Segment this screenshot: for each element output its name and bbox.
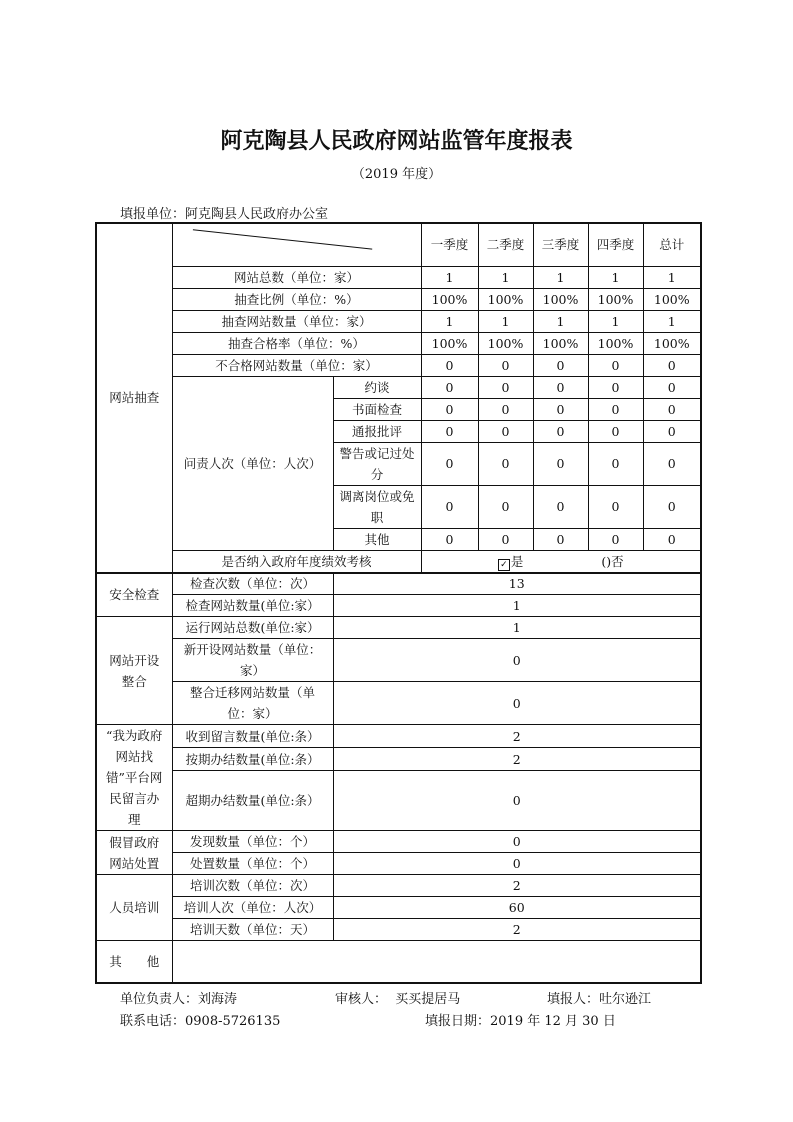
- checkbox-checked-icon[interactable]: ✓: [498, 559, 510, 571]
- table-row: [96, 771, 701, 831]
- cell-value: 1: [421, 310, 478, 332]
- cell-value: 0: [588, 528, 643, 550]
- cell-value: 0: [643, 398, 701, 420]
- row-label: 整合迁移网站数量（单位：家）: [172, 682, 333, 725]
- report-title: 阿克陶县人民政府网站监管年度报表: [220, 128, 573, 154]
- section-other: 其 他: [96, 941, 172, 983]
- row-label: 其他: [333, 528, 421, 550]
- row-label: 培训人次（单位：人次）: [172, 897, 333, 919]
- table-row: [96, 831, 701, 853]
- cell-value: 0: [421, 420, 478, 442]
- cell-value: 1: [333, 617, 701, 639]
- cell-value: 0: [533, 376, 588, 398]
- cell-value: 0: [533, 528, 588, 550]
- cell-value: 1: [533, 310, 588, 332]
- cell-value: 1: [533, 266, 588, 288]
- other-value: [172, 941, 701, 983]
- report-table: [95, 222, 702, 574]
- report-year: （2019 年度）: [351, 167, 442, 182]
- cell-value: 0: [478, 376, 533, 398]
- row-label: 运行网站总数(单位:家）: [172, 617, 333, 639]
- row-label: 发现数量（单位：个）: [172, 831, 333, 853]
- cell-value: 0: [588, 442, 643, 485]
- row-label: 调离岗位或免职: [333, 485, 421, 528]
- cell-value: 2: [333, 748, 701, 771]
- cell-value: 0: [643, 442, 701, 485]
- cell-value: 0: [333, 831, 701, 853]
- section-site-setup: 网站开设整合: [96, 617, 172, 725]
- cell-value: 0: [333, 771, 701, 831]
- yes-label: 是: [510, 553, 524, 569]
- row-label: 检查次数（单位：次）: [172, 573, 333, 595]
- footer-responsible: 单位负责人：刘海涛: [120, 992, 238, 1007]
- table-row: [96, 376, 701, 398]
- cell-value: 0: [421, 376, 478, 398]
- row-label: 按期办结数量(单位:条）: [172, 748, 333, 771]
- cell-value: 2: [333, 725, 701, 748]
- cell-value: 100%: [478, 332, 533, 354]
- cell-value: 0: [643, 420, 701, 442]
- section-fake-sites: 假冒政府网站处置: [96, 831, 172, 875]
- row-label: 约谈: [333, 376, 421, 398]
- table-row: [96, 310, 701, 332]
- cell-value: 0: [333, 853, 701, 875]
- performance-no-option[interactable]: ()否: [601, 553, 624, 569]
- cell-value: 2: [333, 875, 701, 897]
- section-training: 人员培训: [96, 875, 172, 941]
- diagonal-line: [173, 224, 421, 266]
- table-row: [96, 682, 701, 725]
- cell-value: 0: [421, 398, 478, 420]
- section-spot-check: 网站抽查: [96, 223, 172, 573]
- table-row: [96, 595, 701, 617]
- cell-value: 0: [478, 354, 533, 376]
- cell-value: 100%: [588, 332, 643, 354]
- cell-value: 13: [333, 573, 701, 595]
- section-security-check: 安全检查: [96, 573, 172, 617]
- cell-value: 0: [588, 398, 643, 420]
- table-row: [96, 919, 701, 941]
- section-error-platform: “我为政府网站找错”平台网民留言办理: [96, 725, 172, 831]
- cell-value: 60: [333, 897, 701, 919]
- header-q3: 三季度: [533, 223, 588, 266]
- footer-reviewer: 审核人： 买买提居马: [335, 992, 461, 1007]
- cell-value: 100%: [533, 332, 588, 354]
- cell-value: 0: [478, 398, 533, 420]
- row-label: 网站总数（单位：家）: [172, 266, 421, 288]
- cell-value: 2: [333, 919, 701, 941]
- cell-value: 0: [478, 528, 533, 550]
- table-row: [96, 941, 701, 983]
- cell-value: 1: [478, 310, 533, 332]
- row-label: 抽查合格率（单位：%）: [172, 332, 421, 354]
- cell-value: 0: [533, 354, 588, 376]
- cell-value: 0: [643, 354, 701, 376]
- performance-choice: [421, 550, 701, 573]
- row-label: 书面检查: [333, 398, 421, 420]
- table-row: [96, 288, 701, 310]
- table-row: [96, 332, 701, 354]
- reporting-unit: 填报单位：阿克陶县人民政府办公室: [120, 207, 329, 222]
- cell-value: 1: [643, 310, 701, 332]
- row-label: 通报批评: [333, 420, 421, 442]
- cell-value: 100%: [643, 288, 701, 310]
- row-label: 新开设网站数量（单位：家）: [172, 639, 333, 682]
- header-q4: 四季度: [588, 223, 643, 266]
- cell-value: 100%: [588, 288, 643, 310]
- cell-value: 0: [643, 528, 701, 550]
- cell-value: 1: [588, 310, 643, 332]
- table-row: [96, 897, 701, 919]
- cell-value: 0: [533, 442, 588, 485]
- cell-value: 0: [333, 639, 701, 682]
- cell-value: 100%: [421, 332, 478, 354]
- footer-phone: 联系电话：0908-5726135: [120, 1014, 281, 1029]
- table-row: [96, 748, 701, 771]
- cell-value: 0: [588, 420, 643, 442]
- header-q2: 二季度: [478, 223, 533, 266]
- report-table-lower: [95, 572, 702, 984]
- row-label: 警告或记过处分: [333, 442, 421, 485]
- cell-value: 100%: [533, 288, 588, 310]
- header-q1: 一季度: [421, 223, 478, 266]
- table-row: [96, 354, 701, 376]
- table-row: [96, 853, 701, 875]
- table-row: [96, 875, 701, 897]
- row-label: 不合格网站数量（单位：家）: [172, 354, 421, 376]
- cell-value: 0: [421, 442, 478, 485]
- accountability-label: 问责人次（单位：人次）: [172, 376, 333, 550]
- cell-value: 0: [588, 354, 643, 376]
- cell-value: 0: [588, 485, 643, 528]
- row-label: 培训天数（单位：天）: [172, 919, 333, 941]
- row-label: 超期办结数量(单位:条）: [172, 771, 333, 831]
- cell-value: 100%: [478, 288, 533, 310]
- row-label: 处置数量（单位：个）: [172, 853, 333, 875]
- cell-value: 0: [478, 485, 533, 528]
- header-total: 总计: [643, 223, 701, 266]
- cell-value: 0: [421, 485, 478, 528]
- cell-value: 0: [533, 485, 588, 528]
- table-row: [96, 639, 701, 682]
- cell-value: 100%: [643, 332, 701, 354]
- cell-value: 1: [421, 266, 478, 288]
- footer-filler: 填报人：吐尔逊江: [547, 992, 652, 1007]
- cell-value: 0: [588, 376, 643, 398]
- row-label: 抽查网站数量（单位：家）: [172, 310, 421, 332]
- footer-date: 填报日期：2019 年 12 月 30 日: [425, 1014, 616, 1029]
- cell-value: 0: [533, 398, 588, 420]
- table-row: [96, 266, 701, 288]
- table-row: [96, 617, 701, 639]
- table-row: [96, 573, 701, 595]
- row-label: 收到留言数量(单位:条）: [172, 725, 333, 748]
- cell-value: 1: [478, 266, 533, 288]
- cell-value: 0: [421, 354, 478, 376]
- cell-value: 0: [643, 485, 701, 528]
- performance-yes-option[interactable]: [498, 554, 528, 569]
- row-label: 抽查比例（单位：%）: [172, 288, 421, 310]
- cell-value: 100%: [421, 288, 478, 310]
- cell-value: 1: [643, 266, 701, 288]
- cell-value: 0: [333, 682, 701, 725]
- table-row: [96, 550, 701, 573]
- row-label: 检查网站数量(单位:家）: [172, 595, 333, 617]
- cell-value: 0: [421, 528, 478, 550]
- cell-value: 0: [478, 420, 533, 442]
- row-label: 培训次数（单位：次）: [172, 875, 333, 897]
- table-row: [96, 725, 701, 748]
- header-row: [96, 223, 701, 266]
- cell-value: 0: [533, 420, 588, 442]
- cell-value: 1: [333, 595, 701, 617]
- cell-value: 0: [643, 376, 701, 398]
- diagonal-header-cell: [172, 223, 421, 266]
- cell-value: 1: [588, 266, 643, 288]
- performance-label: 是否纳入政府年度绩效考核: [172, 550, 421, 573]
- cell-value: 0: [478, 442, 533, 485]
